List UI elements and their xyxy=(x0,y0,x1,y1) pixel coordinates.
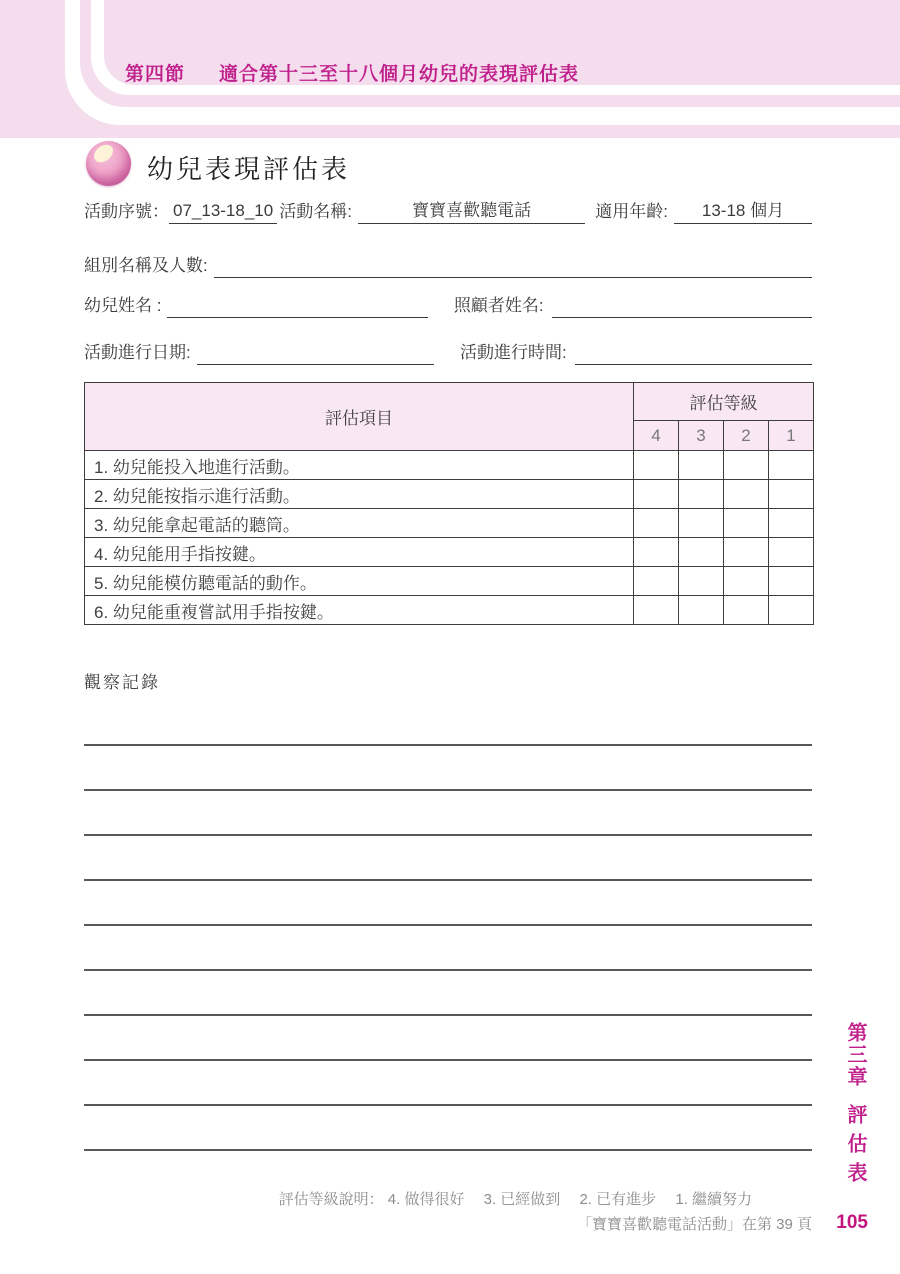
age-value: 13-18 個月 xyxy=(674,199,812,224)
item-text: 1. 幼兒能投入地進行活動。 xyxy=(85,451,634,480)
rating-cell xyxy=(679,567,724,596)
rating-cell xyxy=(769,596,814,625)
chapter-tab xyxy=(841,1022,870,1191)
table-row xyxy=(85,451,814,480)
table-row xyxy=(85,538,814,567)
rating-level-4: 4 xyxy=(634,421,679,451)
item-text: 3. 幼兒能拿起電話的聽筒。 xyxy=(85,509,634,538)
rating-level-1: 1 xyxy=(769,421,814,451)
observation-line xyxy=(84,1014,812,1016)
time-label: 活動進行時間: xyxy=(460,343,567,362)
rating-cell xyxy=(679,509,724,538)
rating-cell xyxy=(679,538,724,567)
rating-cell xyxy=(769,451,814,480)
observation-line xyxy=(84,879,812,881)
chapter-number: 第三章 xyxy=(844,1022,866,1088)
rating-cell xyxy=(634,596,679,625)
rating-cell xyxy=(769,509,814,538)
child-name-value xyxy=(167,317,427,318)
observation-line xyxy=(84,969,812,971)
table-row xyxy=(85,480,814,509)
form-row-names xyxy=(84,294,812,318)
table-row xyxy=(85,509,814,538)
chapter-title: 評估表 xyxy=(844,1104,866,1191)
rating-cell xyxy=(634,538,679,567)
observation-line xyxy=(84,834,812,836)
page-number: 105 xyxy=(836,1212,868,1233)
rating-cell xyxy=(769,480,814,509)
item-text: 5. 幼兒能模仿聽電話的動作。 xyxy=(85,567,634,596)
rating-cell xyxy=(724,538,769,567)
observation-line xyxy=(84,924,812,926)
rating-cell xyxy=(724,451,769,480)
item-text: 4. 幼兒能用手指按鍵。 xyxy=(85,538,634,567)
group-value xyxy=(214,277,812,278)
section-number: 第四節 xyxy=(125,64,186,85)
activity-reference: 「寶寶喜歡聽電話活動」在第 39 頁 xyxy=(576,1216,812,1233)
rating-legend: 評估等級說明： 4. 做得很好 3. 已經做到 2. 已有進步 1. 繼續努力 xyxy=(278,1191,752,1208)
rating-cell xyxy=(679,596,724,625)
column-header-rating: 評估等級 xyxy=(634,383,814,421)
observation-line xyxy=(84,789,812,791)
observation-lines xyxy=(84,744,812,1194)
age-label: 適用年齡: xyxy=(595,202,668,221)
rating-cell xyxy=(724,567,769,596)
pearl-bullet-icon xyxy=(86,141,131,186)
observation-line xyxy=(84,1059,812,1061)
rating-level-2: 2 xyxy=(724,421,769,451)
page-title: 幼兒表現評估表 xyxy=(147,154,351,184)
observation-line xyxy=(84,744,812,746)
activity-no-label: 活動序號： xyxy=(84,202,169,221)
group-label: 組別名稱及人數: xyxy=(84,256,208,275)
date-label: 活動進行日期: xyxy=(84,343,191,362)
header-banner xyxy=(0,0,900,138)
form-row-datetime xyxy=(84,341,812,365)
table-row xyxy=(85,567,814,596)
observation-line xyxy=(84,1104,812,1106)
activity-name-value: 寶寶喜歡聽電話 xyxy=(358,199,585,224)
observation-line xyxy=(84,1149,812,1151)
activity-no-value: 07_13-18_10 xyxy=(169,199,277,224)
rating-cell xyxy=(679,480,724,509)
rating-cell xyxy=(634,567,679,596)
date-value xyxy=(197,364,434,365)
rating-cell xyxy=(634,480,679,509)
form-row-activity xyxy=(84,199,812,224)
form-row-group xyxy=(84,254,812,278)
rating-cell xyxy=(634,509,679,538)
time-value xyxy=(575,364,812,365)
rating-cell xyxy=(724,596,769,625)
section-title: 適合第十三至十八個月幼兒的表現評估表 xyxy=(219,64,580,85)
item-text: 6. 幼兒能重複嘗試用手指按鍵。 xyxy=(85,596,634,625)
table-row xyxy=(85,596,814,625)
caregiver-value xyxy=(552,317,812,318)
assessment-table xyxy=(84,382,814,625)
rating-cell xyxy=(679,451,724,480)
activity-name-label: 活動名稱: xyxy=(279,202,352,221)
column-header-items: 評估項目 xyxy=(85,383,634,451)
rating-cell xyxy=(769,567,814,596)
observation-label: 觀察記錄 xyxy=(84,673,160,692)
caregiver-label: 照顧者姓名: xyxy=(453,296,544,315)
rating-level-3: 3 xyxy=(679,421,724,451)
rating-cell xyxy=(724,480,769,509)
item-text: 2. 幼兒能按指示進行活動。 xyxy=(85,480,634,509)
rating-cell xyxy=(634,451,679,480)
child-name-label: 幼兒姓名 : xyxy=(84,296,162,315)
rating-cell xyxy=(724,509,769,538)
rating-cell xyxy=(769,538,814,567)
section-heading xyxy=(125,59,579,86)
